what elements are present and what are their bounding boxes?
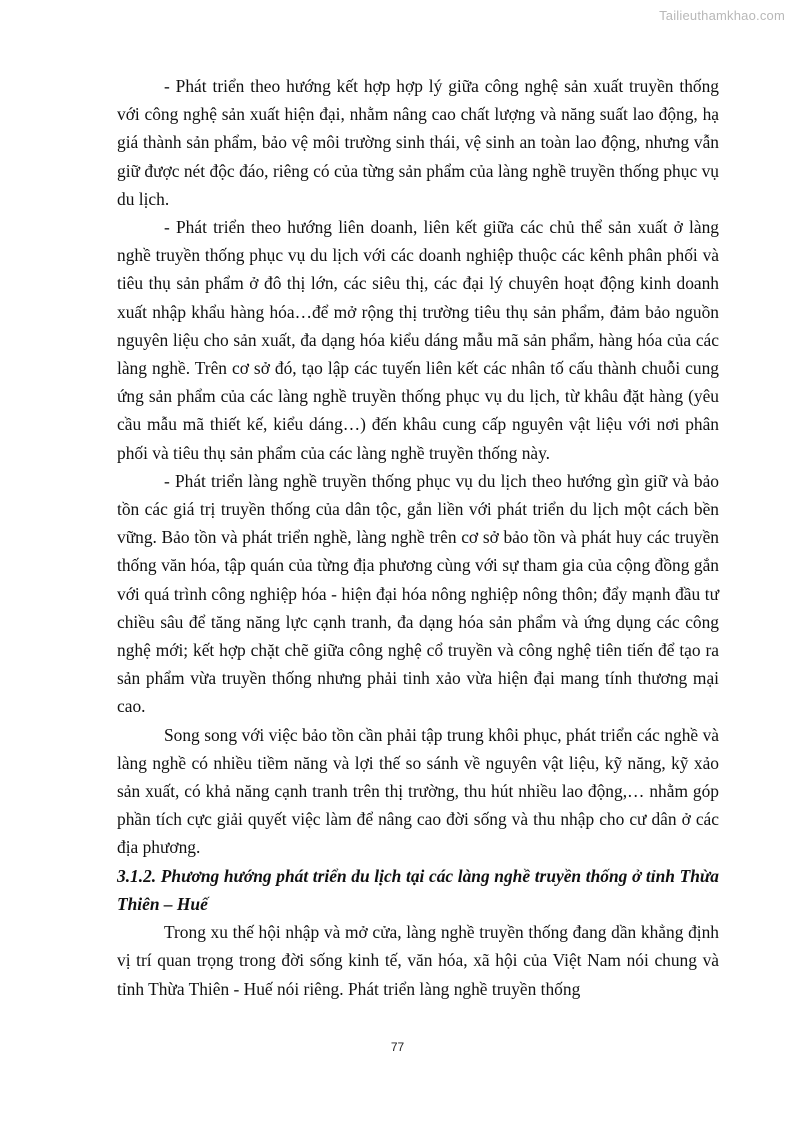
paragraph-modern-technology: - Phát triển theo hướng kết hợp hợp lý giữa công nghệ sản xuất truyền thống với công nghệ sản xuất hiện đại, nhằm nâng cao chất lượng và năng suất lao động, hạ giá thành sản phẩm, bảo vệ môi trường sinh thái, vệ sinh an toàn lao động, nhưng vẫn giữ được nét độc đáo, riêng có của từng sản phẩm của làng nghề truyền thống phục vụ du lịch.	[117, 76, 719, 209]
paragraph-integration: Trong xu thế hội nhập và mở cửa, làng nghề truyền thống đang dần khẳng định vị trí quan trọng trong đời sống kinh tế, văn hóa, xã hội của Việt Nam nói chung và tỉnh Thừa Thiên - Huế nói riêng. Phát triển làng nghề truyền thống	[117, 922, 719, 999]
watermark-text: Tailieuthamkhao.com	[659, 8, 785, 23]
document-body	[117, 72, 719, 1003]
paragraph-restoration: Song song với việc bảo tồn cần phải tập trung khôi phục, phát triển các nghề và làng nghề có nhiều tiềm năng và lợi thế so sánh về nguyên vật liệu, kỹ năng, kỹ xảo sản xuất, có khả năng cạnh tranh trên thị trường, thu hút nhiều lao động,… nhằm góp phần tích cực giải quyết việc làm để nâng cao đời sống và thu nhập cho cư dân ở các địa phương.	[117, 724, 719, 858]
page-number: 77	[390, 1040, 405, 1054]
paragraph-preservation: - Phát triển làng nghề truyền thống phục vụ du lịch theo hướng gìn giữ và bảo tồn các giá trị truyền thống của dân tộc, gắn liền với phát triển du lịch một cách bền vững. Bảo tồn và phát triển nghề, làng nghề trên cơ sở bảo tồn và phát huy các truyền thống văn hóa, tập quán của từng địa phương cùng với sự tham gia của cộng đồng gắn với quá trình công nghiệp hóa - hiện đại hóa nông nghiệp nông thôn; đẩy mạnh đầu tư chiều sâu để tăng năng lực cạnh tranh, đa dạng hóa sản phẩm và ứng dụng các công nghệ mới; kết hợp chặt chẽ giữa công nghệ cổ truyền và công nghệ tiên tiến để tạo ra sản phẩm vừa truyền thống nhưng phải tinh xảo vừa hiện đại mang tính thương mại cao.	[117, 470, 719, 717]
paragraph-joint-venture: - Phát triển theo hướng liên doanh, liên kết giữa các chủ thể sản xuất ở làng nghề truyền thống phục vụ du lịch với các doanh nghiệp thuộc các kênh phân phối và tiêu thụ sản phẩm ở đô thị lớn, các siêu thị, các đại lý chuyên hoạt động kinh doanh xuất nhập khẩu hàng hóa…để mở rộng thị trường tiêu thụ sản phẩm, đảm bảo nguồn nguyên liệu cho sản xuất, đa dạng hóa kiểu dáng mẫu mã sản phẩm, hàng hóa của các làng nghề. Trên cơ sở đó, tạo lập các tuyến liên kết các nhân tố cấu thành chuỗi cung ứng sản phẩm của các làng nghề truyền thống phục vụ du lịch, từ khâu đặt hàng (yêu cầu mẫu mã thiết kế, kiểu dáng…) đến khâu cung cấp nguyên vật liệu với nơi phân phối và tiêu thụ sản phẩm của các làng nghề truyền thống này.	[117, 217, 719, 463]
section-heading: 3.1.2. Phương hướng phát triển du lịch tại các làng nghề truyền thống ở tỉnh Thừa Thiên – Huế	[117, 865, 719, 914]
